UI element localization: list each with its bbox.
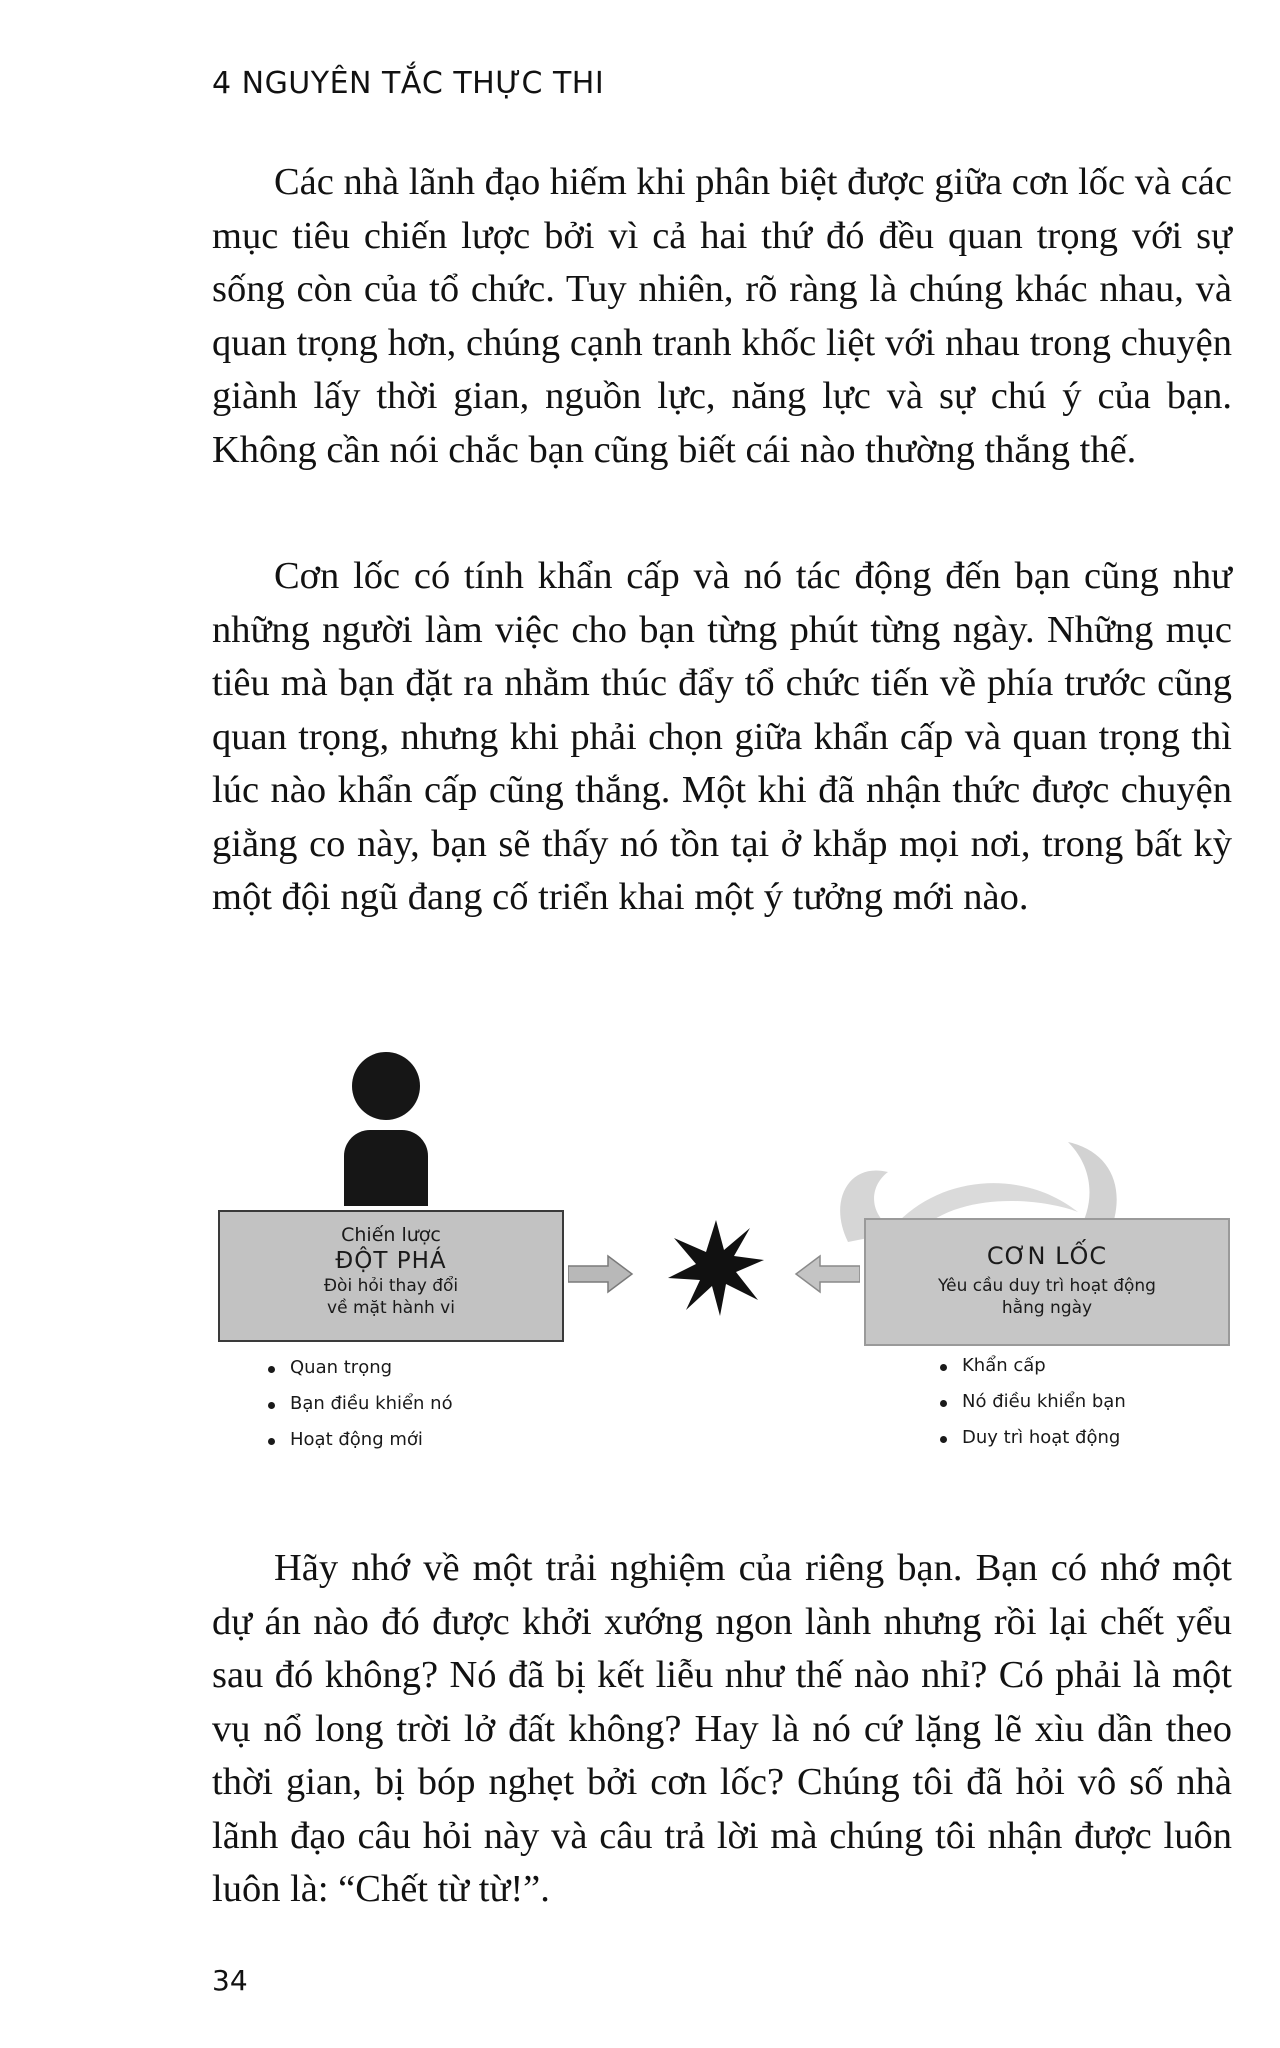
breakthrough-strategy-box: [218, 1210, 564, 1342]
paragraph-1: Các nhà lãnh đạo hiếm khi phân biệt được giữa cơn lốc và các mục tiêu chiến lược bởi vì cả hai thứ đó đều quan trọng với sự sống còn của tổ chức. Tuy nhiên, rõ ràng là chúng khác nhau, và quan trọng hơn, chúng cạnh tranh khốc liệt với nhau trong chuyện giành lấy thời gian, nguồn lực, năng lực và sự chú ý của bạn. Không cần nói chắc bạn cũng biết cái nào thường thắng thế.: [212, 161, 1232, 471]
list-item: Bạn điều khiển nó: [268, 1386, 453, 1422]
left-box-line-4: về mặt hành vi: [327, 1298, 455, 1318]
list-item: Nó điều khiển bạn: [940, 1384, 1126, 1420]
explosion-burst-icon: [668, 1220, 764, 1316]
running-head: 4 NGUYÊN TẮC THỰC THI: [212, 66, 605, 101]
left-box-line-3: Đòi hỏi thay đổi: [323, 1276, 459, 1296]
list-item: Khẩn cấp: [940, 1348, 1126, 1384]
list-item: Hoạt động mới: [268, 1422, 453, 1458]
person-body: [344, 1130, 428, 1206]
strategy-vs-whirlwind-diagram: [212, 1040, 1232, 1460]
arrow-right-icon: [568, 1254, 634, 1294]
paragraph-2: Cơn lốc có tính khẩn cấp và nó tác động đến bạn cũng như những người làm việc cho bạn từng phút từng ngày. Những mục tiêu mà bạn đặt ra nhằm thúc đẩy tổ chức tiến về phía trước cũng quan trọng, nhưng khi phải chọn giữa khẩn cấp và quan trọng thì lúc nào khẩn cấp cũng thắng. Một khi đã nhận thức được chuyện giằng co này, bạn sẽ thấy nó tồn tại ở khắp mọi nơi, trong bất kỳ một đội ngũ đang cố triển khai một ý tưởng mới nào.: [212, 555, 1232, 918]
list-item: Duy trì hoạt động: [940, 1420, 1126, 1456]
list-item: Quan trọng: [268, 1350, 453, 1386]
right-box-line-2: Yêu cầu duy trì hoạt động: [938, 1276, 1156, 1296]
page-number: 34: [212, 1964, 248, 1997]
whirlwind-box: [864, 1218, 1230, 1346]
left-box-line-2: ĐỘT PHÁ: [335, 1248, 447, 1274]
strategy-bullet-list: [268, 1350, 453, 1458]
left-box-line-1: Chiến lược: [341, 1224, 441, 1246]
person-head: [352, 1052, 420, 1120]
arrow-left-icon: [794, 1254, 860, 1294]
paragraph-3: Hãy nhớ về một trải nghiệm của riêng bạn. Bạn có nhớ một dự án nào đó được khởi xướng ngon lành nhưng rồi lại chết yểu sau đó không? Nó đã bị kết liễu như thế nào nhỉ? Có phải là một vụ nổ long trời lở đất không? Hay là nó cứ lặng lẽ xìu dần theo thời gian, bị bóp nghẹt bởi cơn lốc? Chúng tôi đã hỏi vô số nhà lãnh đạo câu hỏi này và câu trả lời mà chúng tôi nhận được luôn luôn là: “Chết từ từ!”.: [212, 1547, 1232, 1910]
whirlwind-bullet-list: [940, 1348, 1126, 1456]
right-box-line-1: CƠN LỐC: [986, 1242, 1108, 1270]
right-box-line-3: hằng ngày: [1001, 1298, 1093, 1318]
